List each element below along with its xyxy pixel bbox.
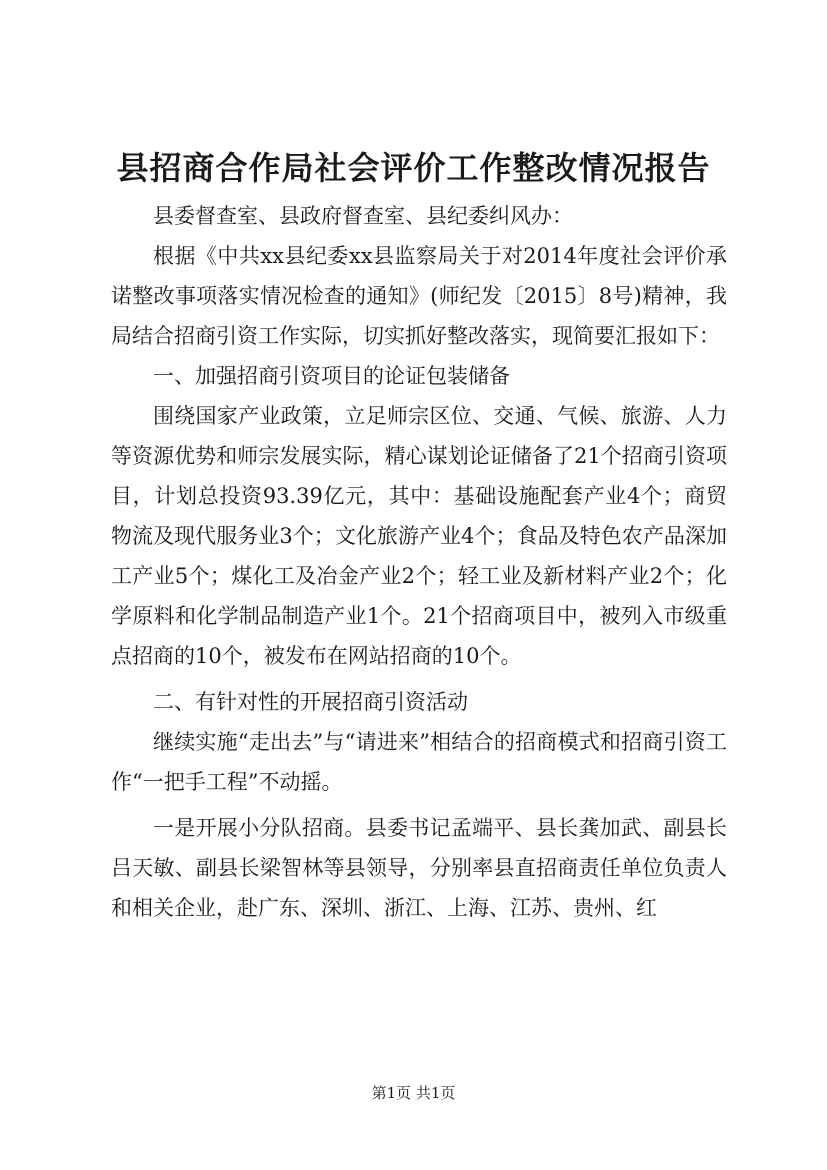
document-body [111,196,727,928]
intro-paragraph: 根据《中共xx县纪委xx县监察局关于对2014年度社会评价承诺整改事项落实情况检查的通知》(师纪发〔2015〕8号)精神，我局结合招商引资工作实际，切实抓好整改落实，现简要汇报如下： [111,244,727,348]
page-number-footer: 第1页 共1页 [371,1084,456,1102]
section-1-paragraph: 围绕国家产业政策，立足师宗区位、交通、气候、旅游、人力等资源优势和师宗发展实际，精心谋划论证储备了21个招商引资项目，计划总投资93.39亿元，其中：基础设施配套产业4个；商贸物流及现代服务业3个；文化旅游产业4个；食品及特色农产品深加工产业5个；煤化工及冶金产业2个；轻工业及新材料产业2个；化学原料和化学制品制造产业1个。21个招商项目中，被列入市级重点招商的10个，被发布在网站招商的10个。 [111,404,727,668]
section-heading-1: 一、加强招商引资项目的论证包装储备 [153,364,510,388]
section-heading-2: 二、有针对性的开展招商引资活动 [153,690,468,714]
section-2-paragraph: 继续实施“走出去”与“请进来”相结合的招商模式和招商引资工作“一把手工程”不动摇。 [111,730,727,794]
document-title: 县招商合作局社会评价工作整改情况报告 [116,149,711,187]
addressee-paragraph: 县委督查室、县政府督查室、县纪委纠风办： [153,204,573,228]
section-2-subparagraph: 一是开展小分队招商。县委书记孟端平、县长龚加武、副县长吕天敏、副县长梁智林等县领导，分别率县直招商责任单位负责人和相关企业，赴广东、深圳、浙江、上海、江苏、贵州、红 [111,816,727,920]
